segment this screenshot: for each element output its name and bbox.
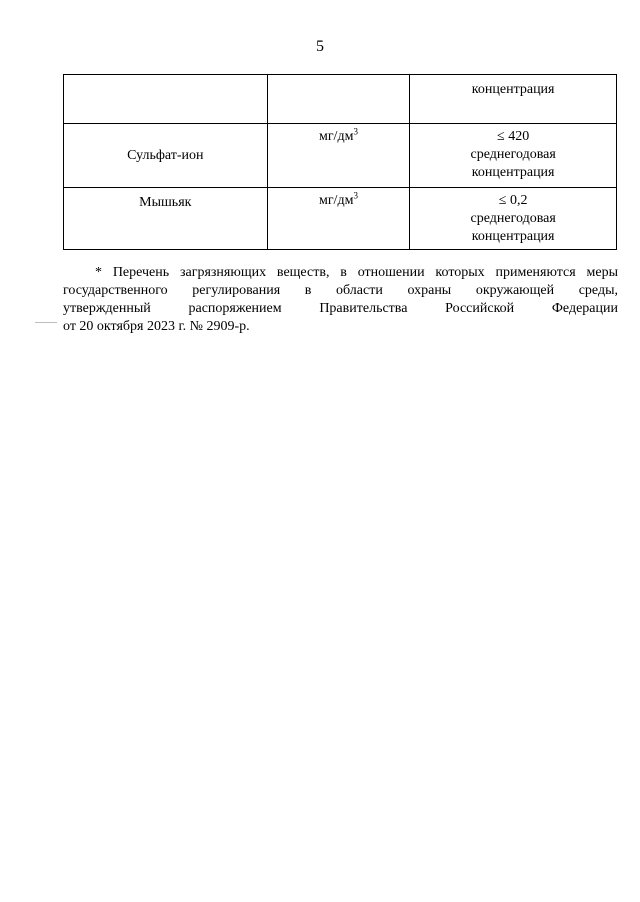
norm-value: ≤ 0,2 bbox=[498, 193, 528, 208]
footnote-line: государственного регулирования в области охраны окружающей среды, bbox=[63, 283, 618, 298]
substance-cell: Мышьяк bbox=[64, 188, 268, 250]
norm-cell bbox=[410, 188, 617, 250]
table-row bbox=[64, 124, 617, 188]
norm-text: концентрация bbox=[471, 82, 555, 97]
unit-cell bbox=[267, 75, 410, 124]
norm-cell bbox=[410, 75, 617, 124]
unit-cell bbox=[267, 124, 410, 188]
norm-text: концентрация bbox=[471, 165, 555, 180]
unit-exponent: 3 bbox=[353, 126, 358, 137]
pollutant-table bbox=[63, 74, 617, 250]
footnote-line: * Перечень загрязняющих веществ, в отношении которых применяются меры bbox=[95, 265, 618, 280]
norm-value: ≤ 420 bbox=[497, 129, 530, 144]
norm-text: среднегодовая bbox=[470, 147, 556, 162]
scan-mark bbox=[35, 322, 57, 323]
table-row bbox=[64, 188, 617, 250]
substance-cell bbox=[64, 75, 268, 124]
footnote-line: утвержденный распоряжением Правительства Российской Федерации bbox=[63, 301, 618, 316]
norm-cell bbox=[410, 124, 617, 188]
unit-base: мг/дм bbox=[318, 193, 354, 208]
footnote-line: от 20 октября 2023 г. № 2909-р. bbox=[63, 319, 250, 334]
footnote bbox=[63, 264, 618, 336]
page-number: 5 bbox=[316, 38, 324, 55]
substance-cell: Сульфат-ион bbox=[64, 124, 268, 188]
norm-text: концентрация bbox=[471, 229, 555, 244]
unit-exponent: 3 bbox=[353, 190, 358, 201]
table-row bbox=[64, 75, 617, 124]
unit-base: мг/дм bbox=[318, 129, 354, 144]
norm-text: среднегодовая bbox=[470, 211, 556, 226]
unit-cell bbox=[267, 188, 410, 250]
